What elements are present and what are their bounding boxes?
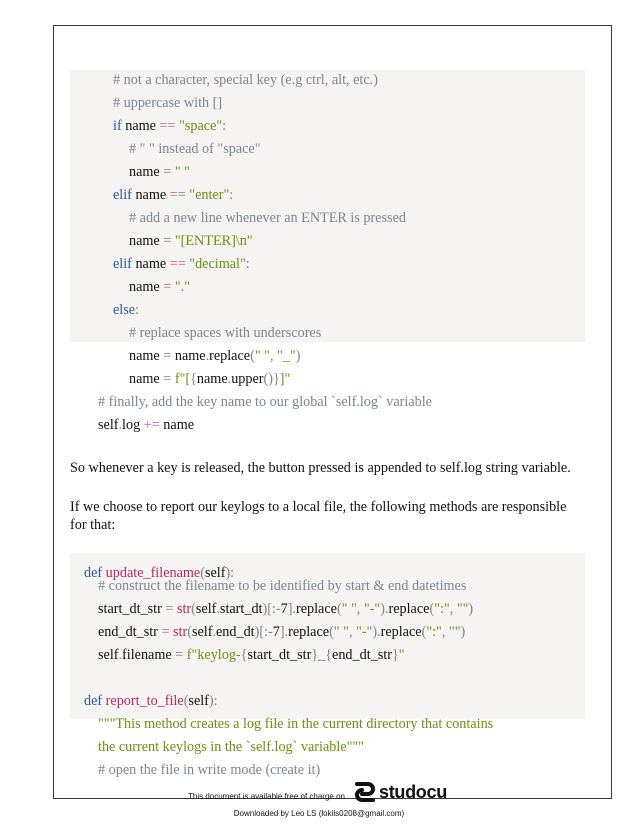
code-token: "decimal" (189, 256, 246, 272)
code-token: ) (295, 348, 301, 364)
code-line (129, 163, 190, 181)
code-token: ( (421, 624, 427, 640)
code-token: end_dt_str (332, 647, 392, 663)
code-token: . (216, 601, 220, 617)
code-token: replace (295, 601, 337, 617)
code-line (129, 278, 190, 296)
code-line (129, 140, 261, 158)
code-token: self (195, 601, 217, 617)
code-token: " " (254, 348, 270, 364)
code-token: self (188, 693, 209, 709)
code-token: += (143, 417, 160, 433)
code-token: . (227, 371, 232, 387)
code-line (113, 94, 222, 112)
code-token: end_dt (215, 624, 255, 640)
code-line (129, 370, 290, 388)
code-line (113, 301, 139, 319)
code-line (98, 416, 194, 434)
code-token: = (163, 164, 172, 180)
code-token: = (161, 624, 170, 640)
code-token: : (229, 187, 234, 203)
code-token: "space" (179, 118, 223, 134)
code-token: ( (191, 601, 196, 617)
paragraph-report-line-2: for that: (70, 517, 116, 533)
code-token: . (118, 417, 123, 433)
code-token: , (449, 601, 457, 617)
code-token: replace (388, 601, 430, 617)
code-token: name (129, 371, 164, 387)
paragraph-key-released: So whenever a key is released, the button pressed is appended to self.log string variable. (70, 460, 571, 476)
code-token: # " " instead of "space" (129, 141, 261, 157)
code-token: " (398, 647, 405, 663)
code-token: self (191, 624, 213, 640)
code-token: " " (333, 624, 349, 640)
code-token: ]. (279, 624, 289, 640)
code-token: end_dt_str (98, 624, 162, 640)
code-line (113, 71, 378, 89)
code-line (129, 324, 321, 342)
code-token: "_" (277, 348, 296, 364)
code-token: ( (429, 601, 435, 617)
code-line (129, 232, 253, 250)
code-token: report_to_file (105, 693, 184, 709)
code-line (98, 646, 405, 664)
code-token: the current keylogs in the `self.log` variable""" (98, 739, 364, 755)
code-line (98, 577, 466, 595)
code-token: self (204, 565, 226, 581)
code-token: ]. (287, 601, 296, 617)
code-token: # uppercase with [] (113, 95, 223, 111)
code-token: = (163, 348, 172, 364)
code-token: "" (448, 624, 461, 640)
code-token: == (169, 187, 186, 203)
code-line (113, 255, 250, 273)
code-token: name (171, 348, 206, 364)
code-token: 7 (272, 624, 280, 640)
code-token: ) (468, 601, 474, 617)
code-token: ( (250, 348, 255, 364)
code-token: "-" (356, 624, 373, 640)
studocu-logo[interactable] (354, 781, 447, 803)
code-line (98, 623, 465, 641)
code-token: . (118, 647, 123, 663)
code-token: : (245, 256, 250, 272)
code-token: ( (336, 601, 342, 617)
code-line (113, 117, 226, 135)
code-token: : (135, 302, 140, 318)
code-token: "-" (363, 601, 381, 617)
code-token: )[:- (262, 601, 281, 617)
code-token: { (240, 647, 248, 663)
code-token: = (163, 371, 172, 387)
code-token: name (129, 348, 164, 364)
code-token: replace (380, 624, 422, 640)
code-line (113, 186, 233, 204)
code-token: update_filename (105, 565, 201, 581)
code-token: { (325, 647, 333, 663)
code-token: == (159, 118, 176, 134)
paragraph-report-line-1: If we choose to report our keylogs to a local file, the following methods are responsible (70, 499, 567, 515)
studocu-brand-text: studocu (379, 781, 447, 802)
code-token: _ (318, 647, 326, 663)
code-line (98, 393, 432, 411)
code-token: . (212, 624, 216, 640)
code-token: . (205, 348, 210, 364)
code-token: name (196, 371, 228, 387)
code-token: ":" (434, 601, 450, 617)
code-token: ). (372, 624, 381, 640)
code-token: self (98, 417, 119, 433)
code-token: elif (113, 256, 132, 272)
code-token: "[ENTER]\n" (174, 233, 253, 249)
code-token: if (113, 118, 122, 134)
code-token: f"keylog- (186, 647, 241, 663)
code-token: start_dt (219, 601, 263, 617)
code-token: name (131, 256, 170, 272)
code-token: elif (113, 187, 132, 203)
code-token: ): (208, 693, 218, 709)
code-token: str (176, 601, 192, 617)
code-token: , (441, 624, 449, 640)
code-token: , (348, 624, 357, 640)
code-line (129, 209, 406, 227)
code-token: f"[ (174, 371, 191, 387)
code-token: upper (231, 371, 264, 387)
code-token: "enter" (189, 187, 230, 203)
code-line (98, 761, 320, 779)
code-token: name (159, 417, 195, 433)
code-token: name (129, 279, 164, 295)
code-token: " " (174, 164, 190, 180)
code-token: , (356, 601, 364, 617)
code-line (98, 738, 364, 756)
code-token: # construct the filename to be identified by start & end datetimes (98, 578, 467, 594)
code-token: replace (288, 624, 330, 640)
code-token: name (129, 233, 164, 249)
code-token: def (84, 565, 103, 581)
code-token: ( (329, 624, 334, 640)
code-token: ()} (263, 371, 280, 387)
code-token: ( (187, 624, 192, 640)
code-token: = (175, 647, 184, 663)
code-token: : (222, 118, 227, 134)
studocu-logo-icon (354, 781, 376, 803)
code-token: ): (225, 565, 235, 581)
code-token: = (163, 279, 172, 295)
code-token: # replace spaces with underscores (129, 325, 322, 341)
code-token: def (84, 693, 103, 709)
code-line (98, 715, 493, 733)
code-token: # finally, add the key name to our global `self.log` variable (98, 394, 432, 410)
code-token: name (121, 118, 160, 134)
code-token: ( (200, 565, 205, 581)
code-token: else (113, 302, 136, 318)
code-token: "." (174, 279, 190, 295)
code-token: " " (341, 601, 357, 617)
code-token: == (169, 256, 186, 272)
code-line (84, 692, 218, 710)
code-token: self (98, 647, 119, 663)
code-token: } (391, 647, 399, 663)
code-line (98, 600, 473, 618)
code-token: # add a new line whenever an ENTER is pressed (129, 210, 406, 226)
code-token: name (129, 164, 164, 180)
code-token: filename (122, 647, 176, 663)
code-token: )[:- (254, 624, 273, 640)
code-token: """This method creates a log file in the current directory that contains (98, 716, 494, 732)
code-token: ). (380, 601, 389, 617)
code-token: log (122, 417, 144, 433)
code-token: ":" (426, 624, 442, 640)
code-token: start_dt_str (247, 647, 312, 663)
code-token: = (163, 233, 172, 249)
code-token: str (173, 624, 188, 640)
code-token: replace (209, 348, 251, 364)
code-token: { (190, 371, 197, 387)
code-token: = (165, 601, 174, 617)
available-free-text: This document is available free of charge on (188, 792, 345, 801)
code-token: # not a character, special key (e.g ctrl, alt, etc.) (113, 72, 378, 88)
code-token: ( (183, 693, 189, 709)
code-token: , (269, 348, 278, 364)
code-token: # open the file in write mode (create it) (98, 762, 321, 778)
code-token: start_dt_str (98, 601, 166, 617)
code-token: name (131, 187, 170, 203)
downloaded-by-text: Downloaded by Leo LS (lokils0208@gmail.com) (233, 809, 405, 818)
code-token: } (311, 647, 319, 663)
code-token: 7 (280, 601, 288, 617)
code-line (129, 347, 300, 365)
code-token: ) (460, 624, 466, 640)
code-token: "" (456, 601, 469, 617)
code-token: ]" (279, 371, 291, 387)
